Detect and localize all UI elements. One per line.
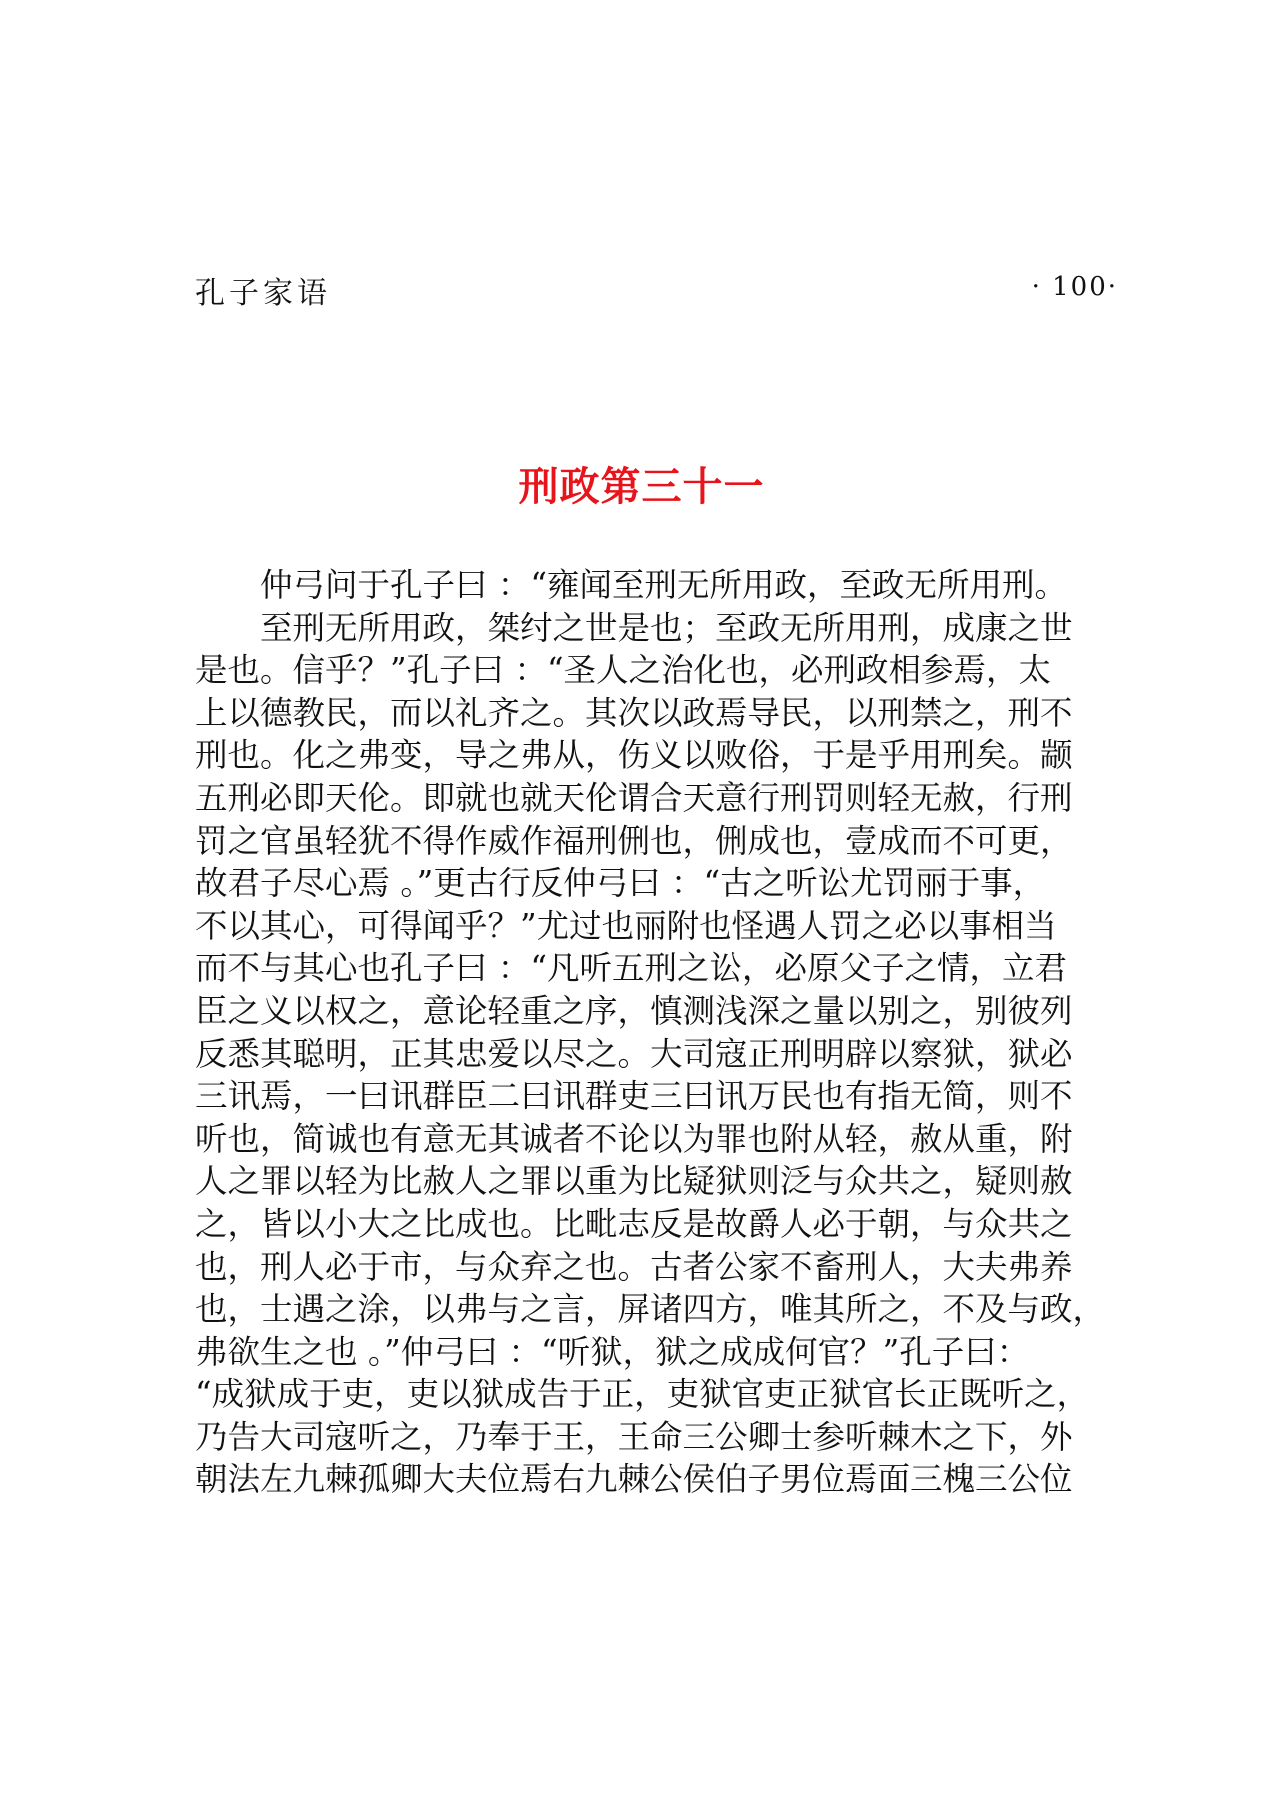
text-line: 不以其心，可得闻乎？”尤过也丽附也怪遇人罚之必以事相当 (195, 906, 1057, 945)
text-line: 臣之义以权之，意论轻重之序，慎测浅深之量以别之，别彼列 (195, 991, 1073, 1030)
text-line: 听也，简诚也有意无其诚者不论以为罪也附从轻，赦从重，附 (195, 1119, 1073, 1158)
text-line: 乃告大司寇听之，乃奉于王，王命三公卿士参听棘木之下，外 (195, 1417, 1073, 1456)
text-line: 至刑无所用政，桀纣之世是也；至政无所用刑，成康之世 (260, 608, 1073, 647)
text-line: “成狱成于吏，吏以狱成告于正，吏狱官吏正狱官长正既听之， (195, 1375, 1090, 1414)
text-line: 故君子尽心焉 。”更古行反仲弓曰 ：“古之听讼尤罚丽于事， (195, 864, 1046, 903)
text-line: 反悉其聪明，正其忠爱以尽之。大司寇正刑明辟以察狱，狱必 (195, 1034, 1073, 1073)
chapter-title: 刑政第三十一 (518, 464, 765, 510)
text-line: 五刑必即天伦。即就也就天伦谓合天意行刑罚则轻无赦，行刑 (195, 778, 1073, 817)
text-line: 罚之官虽轻犹不得作威作福刑侀也，侀成也，壹成而不可更， (195, 821, 1073, 860)
text-line: 而不与其心也孔子曰 ：“凡听五刑之讼，必原父子之情，立君 (195, 949, 1067, 988)
text-line: 仲弓问于孔子曰 ：“雍闻至刑无所用政，至政无所用刑。 (260, 566, 1067, 604)
text-line: 三讯焉，一曰讯群臣二曰讯群吏三曰讯万民也有指无简，则不 (195, 1077, 1073, 1116)
text-line: 朝法左九棘孤卿大夫位焉右九棘公侯伯子男位焉面三槐三公位 (195, 1460, 1073, 1499)
text-line: 也，士遇之涂，以弗与之言，屏诸四方，唯其所之，不及与政， (195, 1290, 1106, 1329)
page-number: · 100· (1031, 272, 1118, 302)
text-line: 上以德教民，而以礼齐之。其次以政焉导民，以刑禁之，刑不 (195, 693, 1073, 732)
text-line: 弗欲生之也 。”仲弓曰 ：“听狱，狱之成成何官？”孔子曰： (195, 1332, 1030, 1371)
text-line: 也，刑人必于市，与众弃之也。古者公家不畜刑人，大夫弗养 (195, 1247, 1073, 1286)
running-head-book-title: 孔子家语 (195, 276, 331, 311)
text-line: 人之罪以轻为比赦人之罪以重为比疑狱则泛与众共之，疑则赦 (195, 1162, 1073, 1201)
body-text (195, 564, 1115, 1501)
text-line: 刑也。化之弗变，导之弗从，伤义以败俗，于是乎用刑矣。颛 (195, 736, 1073, 775)
text-line: 之，皆以小大之比成也。比毗志反是故爵人必于朝，与众共之 (195, 1204, 1073, 1243)
text-line: 是也。信乎？”孔子曰 ：“圣人之治化也，必刑政相参焉，太 (195, 651, 1052, 690)
